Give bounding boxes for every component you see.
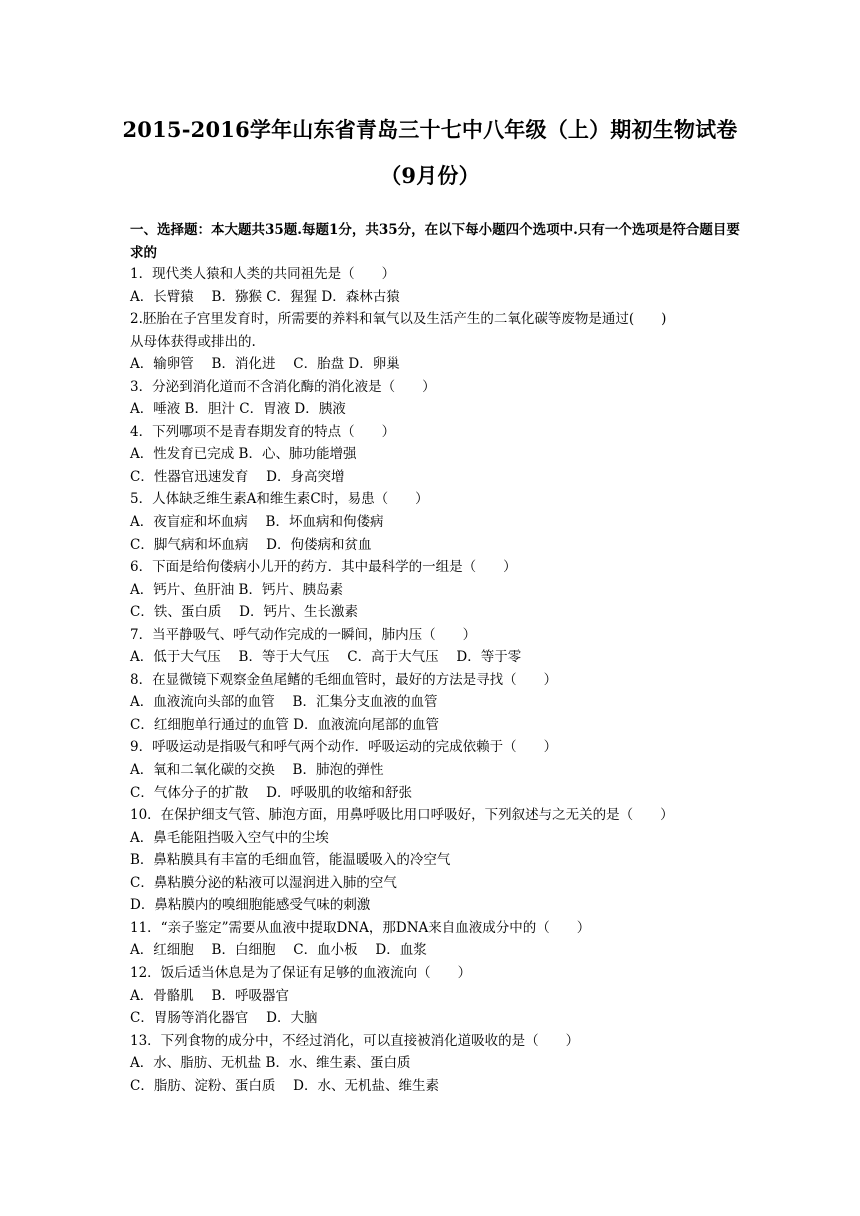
question-line: 13．下列食物的成分中，不经过消化，可以直接被消化道吸收的是（ ） [130, 1032, 580, 1049]
question-line: C．性器官迅速发育 D．身高突增 [130, 468, 345, 485]
question-line: C．气体分子的扩散 D．呼吸肌的收缩和舒张 [130, 784, 412, 801]
question-line: C．铁、蛋白质 D．钙片、生长激素 [130, 604, 358, 621]
question-line: A．夜盲症和坏血病 B．坏血病和佝偻病 [130, 514, 384, 531]
question-line: C．脚气病和坏血病 D．佝偻病和贫血 [130, 536, 372, 553]
question-line: A．水、脂肪、无机盐 B．水、维生素、蛋白质 [130, 1055, 411, 1072]
question-list [130, 263, 740, 1097]
question-line: 10．在保护细支气管、肺泡方面，用鼻呼吸比用口呼吸好，下列叙述与之无关的是（ ） [130, 807, 674, 824]
question-line: A．低于大气压 B．等于大气压 C．高于大气压 D．等于零 [130, 649, 522, 666]
question-line: A．唾液 B．胆汁 C．胃液 D．胰液 [130, 401, 346, 418]
question-line: A．长臂猿 B．猕猴 C．猩猩 D．森林古猿 [130, 288, 400, 305]
question-line: A．氧和二氧化碳的交换 B．肺泡的弹性 [130, 762, 384, 779]
question-line: 3．分泌到消化道而不含消化酶的消化液是（ ） [130, 378, 436, 395]
question-line: C．鼻粘膜分泌的粘液可以湿润进入肺的空气 [130, 874, 397, 891]
section-heading: 一、选择题：本大题共35题.每题1分，共35分，在以下每小题四个选项中.只有一个选项是符合题目要求的 [130, 222, 740, 261]
question-line: 1．现代类人猿和人类的共同祖先是（ ） [130, 266, 396, 282]
question-line: A．钙片、鱼肝油 B．钙片、胰岛素 [130, 581, 343, 598]
question-line: D．鼻粘膜内的嗅细胞能感受气味的刺激 [130, 897, 371, 914]
question-line: C．胃肠等消化器官 D．大脑 [130, 1010, 318, 1027]
question-line: B．鼻粘膜具有丰富的毛细血管，能温暖吸入的冷空气 [130, 852, 451, 869]
question-line: 6．下面是给佝偻病小儿开的药方．其中最科学的一组是（ ） [130, 559, 517, 576]
question-line: A．鼻毛能阻挡吸入空气中的尘埃 [130, 829, 329, 846]
exam-title: 2015-2016学年山东省青岛三十七中八年级（上）期初生物试卷 [122, 117, 738, 142]
question-line: 9．呼吸运动是指吸气和呼气两个动作．呼吸运动的完成依赖于（ ） [130, 739, 558, 756]
question-line: 7．当平静吸气、呼气动作完成的一瞬间，肺内压（ ） [130, 626, 477, 643]
question-line: 从母体获得或排出的. [130, 333, 256, 350]
question-line: 2.胚胎在子宫里发育时，所需要的养料和氧气以及生活产生的二氧化碳等废物是通过( ) [130, 311, 667, 328]
question-line: C．红细胞单行通过的血管 D．血液流向尾部的血管 [130, 716, 439, 733]
exam-subtitle: （9月份） [380, 163, 480, 188]
question-line: A．性发育已完成 B．心、肺功能增强 [130, 446, 357, 463]
question-line: A．骨骼肌 B．呼吸器官 [130, 987, 289, 1004]
question-line: A．输卵管 B．消化进 C．胎盘 D．卵巢 [130, 356, 400, 373]
question-line: 8．在显微镜下观察金鱼尾鳍的毛细血管时，最好的方法是寻找（ ） [130, 671, 558, 688]
question-line: 11．“亲子鉴定”需要从血液中提取DNA，那DNA来自血液成分中的（ ） [130, 919, 591, 936]
question-line: 12．饭后适当休息是为了保证有足够的血液流向（ ） [130, 964, 472, 981]
question-line: 5．人体缺乏维生素A和维生素C时，易患（ ） [130, 491, 429, 508]
question-line: A．血液流向头部的血管 B．汇集分支血液的血管 [130, 694, 438, 711]
question-line: 4．下列哪项不是青春期发育的特点（ ） [130, 423, 396, 440]
question-line: C．脂肪、淀粉、蛋白质 D．水、无机盐、维生素 [130, 1077, 439, 1094]
question-line: A．红细胞 B．白细胞 C．血小板 D．血浆 [130, 942, 427, 959]
